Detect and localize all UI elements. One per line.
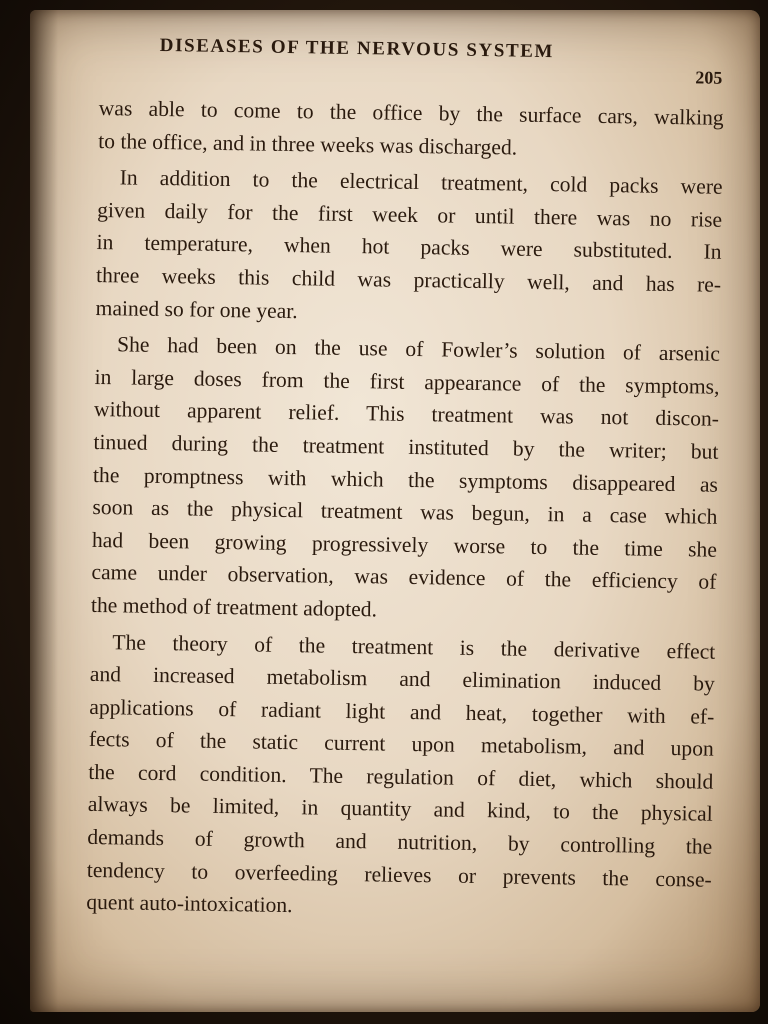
- paragraph-3: [91, 328, 721, 631]
- text-line: in temperature, when hot packs were substituted. In: [96, 230, 722, 265]
- paragraph-4: [86, 625, 716, 928]
- text-line: without apparent relief. This treatment was not discon-: [93, 397, 720, 432]
- text-line: to the office, and in three weeks was discharged.: [98, 128, 518, 160]
- text-line: quent auto-intoxication.: [86, 890, 293, 918]
- text-line: always be limited, in quantity and kind, to the physical: [87, 792, 713, 827]
- text-line: soon as the physical treatment was begun, in a case which: [92, 495, 718, 529]
- page-text-block: [86, 30, 725, 929]
- running-head: [99, 30, 725, 88]
- text-line: mained so for one year.: [95, 295, 298, 323]
- text-line: The theory of the treatment is the derivative effect: [112, 629, 716, 664]
- text-line: came under observation, was evidence of the efficiency of: [91, 560, 717, 595]
- running-head-title: DISEASES OF THE NERVOUS SYSTEM: [159, 34, 555, 63]
- text-line: in large doses from the first appearance of the symptoms,: [94, 364, 720, 399]
- paragraph-2: [95, 161, 722, 334]
- text-line: three weeks this child was practically well, and has re-: [95, 262, 722, 297]
- text-line: tinued during the treatment instituted by the writer; but: [93, 429, 719, 464]
- text-line: She had been on the use of Fowler’s solution of arsenic: [116, 332, 721, 366]
- text-line: and increased metabolism and elimination induced by: [89, 662, 715, 696]
- text-line: In addition to the electrical treatment, cold packs were: [119, 165, 723, 199]
- text-line: was able to come to the office by the surface cars, walking: [98, 95, 724, 130]
- body-text: [86, 92, 724, 929]
- text-line: demands of growth and nutrition, by controlling the: [87, 824, 713, 859]
- text-line: the method of treatment adopted.: [90, 592, 378, 622]
- text-line: had been growing progressively worse to the time she: [91, 527, 718, 562]
- text-line: given daily for the first week or until there was no rise: [96, 197, 723, 232]
- paragraph-1: [98, 92, 724, 167]
- text-line: the cord condition. The regulation of diet, which should: [88, 759, 714, 794]
- text-line: the promptness with which the symptoms disappeared as: [92, 462, 719, 497]
- text-line: fects of the static current upon metabolism, and upon: [88, 727, 714, 762]
- text-line: tendency to overfeeding relieves or prevents the conse-: [86, 857, 712, 892]
- text-line: applications of radiant light and heat, together with ef-: [89, 694, 715, 729]
- page-number: 205: [695, 67, 723, 88]
